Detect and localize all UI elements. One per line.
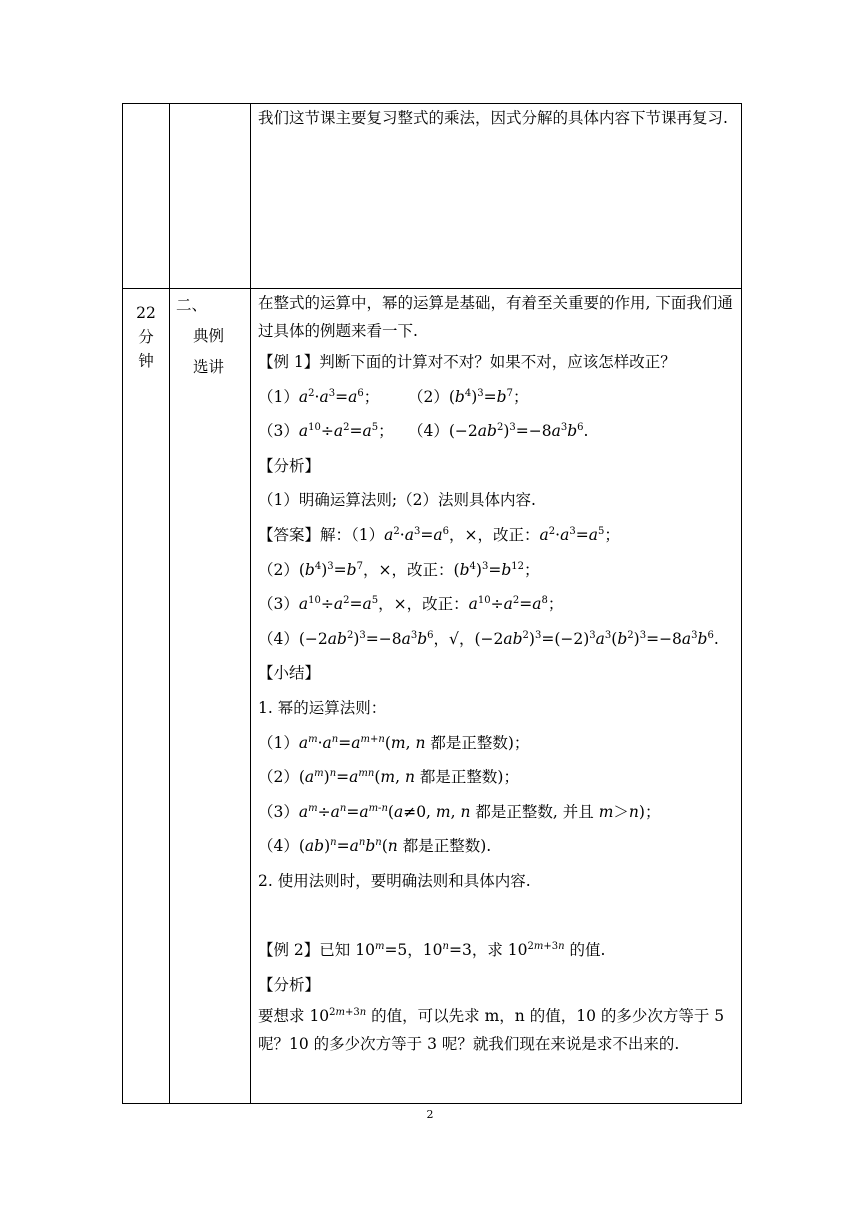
page-number: 2 bbox=[426, 1108, 434, 1121]
rule-note: 都是正整数)； bbox=[419, 768, 519, 787]
rule-note: 都是正整数)； bbox=[430, 733, 530, 752]
rule-3-condition: 都是正整数, 并且 bbox=[475, 802, 594, 821]
content-cell bbox=[251, 104, 742, 289]
answer-line-4: $(4)(-2ab^2)^3=-8a^3b^6$，√，$(-2ab^2)^3=(-2)^3a^3(b^2)^3=-8a^3b^6$. bbox=[258, 629, 719, 648]
example-1-title: 【例 1】判断下面的计算对不对？如果不对，应该怎样改正？ bbox=[258, 353, 676, 371]
answer-line-1: 【答案】解：$(1)a^2\cdot a^3=a^6$，×，改正：$a^2\cdot a^3=a^5$； bbox=[258, 525, 620, 544]
right-mark: √ bbox=[449, 629, 459, 648]
summary-label: 【小结】 bbox=[258, 664, 321, 683]
analysis-2-rest: 的值，可以先求 m，n 的值，10 的多少次方等于 5 呢？10 的多少次方等于 3 呢？就我们现在来说是求不出来的. bbox=[258, 1007, 725, 1054]
wrong-mark: × bbox=[464, 525, 478, 544]
section-cell bbox=[170, 289, 251, 1104]
time-number: 22 bbox=[136, 304, 156, 322]
example-1-items-b: $(3)a^{10}\div a^2=a^5$； $(4)(-2ab^2)^3=-8a^3b^6$. bbox=[258, 422, 589, 441]
rule-4: $(4)(ab)^n=a^nb^n(n$ 都是正整数). bbox=[258, 837, 492, 856]
time-unit-2: 钟 bbox=[138, 352, 154, 370]
table-row bbox=[123, 104, 742, 289]
section-number: 二、 bbox=[176, 296, 208, 314]
rule-2: $(2)(a^m)^n=a^{mn}(m$, n 都是正整数)； bbox=[258, 767, 519, 787]
wrong-mark: × bbox=[393, 595, 407, 614]
answer-line-3: $(3)a^{10}\div a^2=a^5$，×，改正：$a^{10}\div a^2=a^8$； bbox=[258, 595, 564, 614]
correct-label: 改正： bbox=[422, 595, 469, 614]
content-cell bbox=[251, 289, 742, 1104]
review-intro-text: 我们这节课主要复习整式的乘法，因式分解的具体内容下节课再复习. bbox=[258, 109, 728, 127]
section-title-2: 选讲 bbox=[193, 358, 225, 376]
analysis-2-text: 要想求 $10^{2m+3n}$ 的值，可以先求 m，n 的值，10 的多少次方等于 5 呢？10 的多少次方等于 3 呢？就我们现在来说是求不出来的. bbox=[258, 1007, 725, 1054]
summary-end: 2. 使用法则时，要明确法则和具体内容. bbox=[258, 871, 531, 890]
time-unit-1: 分 bbox=[138, 328, 154, 346]
table-row bbox=[123, 289, 742, 1104]
lesson-plan-table bbox=[122, 103, 742, 1104]
correct-label: 改正： bbox=[492, 525, 540, 544]
example-2-label: 【例 2】已知 bbox=[258, 941, 351, 960]
wrong-mark: × bbox=[378, 560, 392, 579]
rule-1: $(1)a^m\cdot a^n=a^{m+n}(m$, n 都是正整数)； bbox=[258, 733, 530, 752]
analysis-text: （1）明确运算法则;（2）法则具体内容. bbox=[258, 491, 536, 510]
analysis-label: 【分析】 bbox=[258, 456, 321, 475]
example-2-tail: 的值. bbox=[569, 941, 606, 960]
time-cell bbox=[123, 289, 170, 1104]
analysis-2-start: 要想求 bbox=[258, 1007, 305, 1026]
section-intro-text: 在整式的运算中，幂的运算是基础，有着至关重要的作用, 下面我们通过具体的例题来看一下. bbox=[258, 294, 733, 340]
time-cell bbox=[123, 104, 170, 289]
answer-line-2: $(2)(b^4)^3=b^7$，×，改正：$(b^4)^3=b^{12}$； bbox=[258, 560, 540, 579]
correct-label: 改正： bbox=[407, 560, 454, 579]
example-2-title: 【例 2】已知 $10^m=5$，$10^n=3$，求 $10^{2m+3n}$ 的值. bbox=[258, 940, 606, 960]
rule-3: $(3)a^m\div a^n=a^{m-n}(a\ne 0$, m, n 都是正整数, 并且 m＞n)； bbox=[258, 802, 661, 821]
summary-title: 1. 幂的运算法则： bbox=[258, 698, 387, 717]
answer-label: 【答案】解： bbox=[258, 525, 352, 544]
example-1-items-a: $(1)a^2\cdot a^3=a^6$； $(2)(b^4)^3=b^7$； bbox=[258, 387, 529, 406]
analysis-2-label: 【分析】 bbox=[258, 975, 321, 994]
section-title-1: 典例 bbox=[193, 327, 225, 345]
section-cell bbox=[170, 104, 251, 289]
rule-note: 都是正整数). bbox=[402, 837, 492, 856]
